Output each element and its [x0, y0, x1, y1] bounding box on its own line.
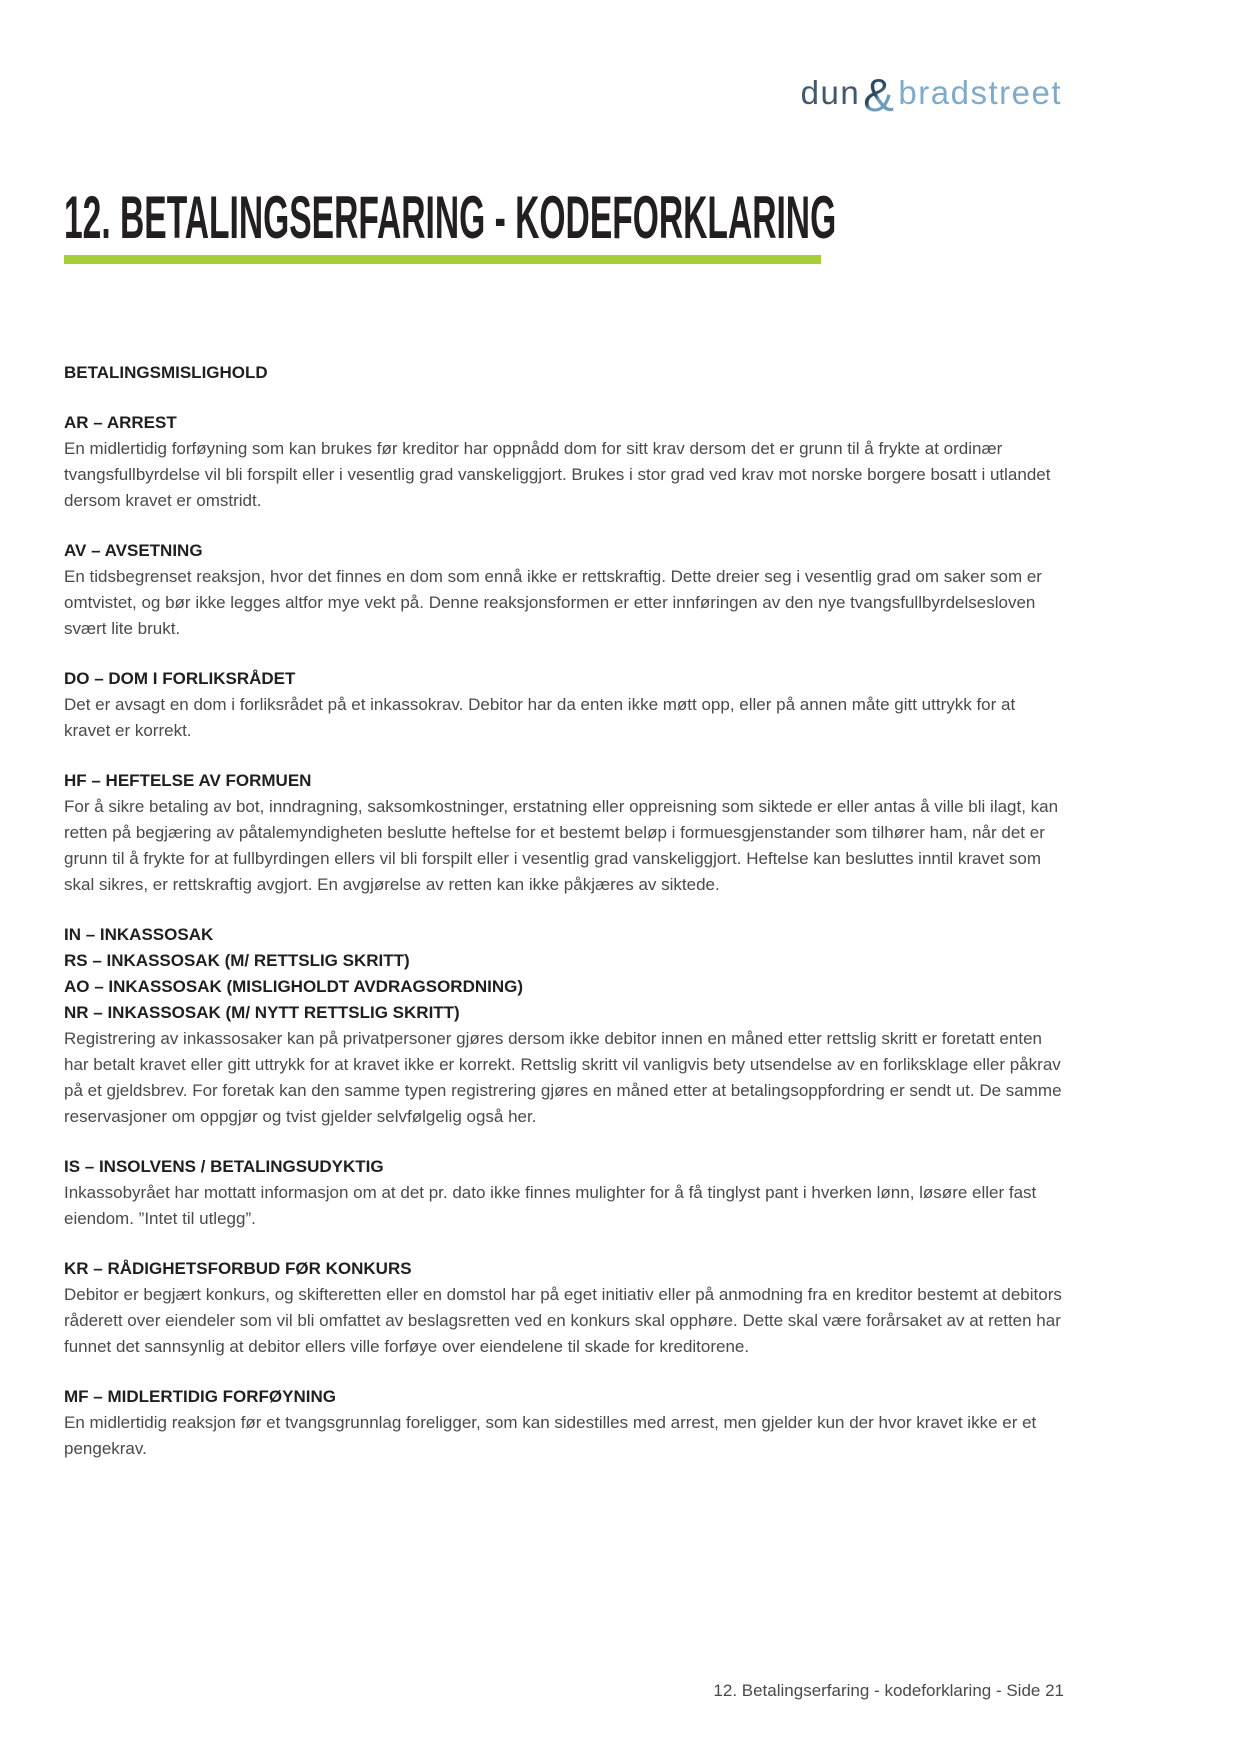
code-entry-do: [64, 666, 1064, 744]
code-description: En tidsbegrenset reaksjon, hvor det finnes en dom som ennå ikke er rettskraftig. Dette dreier seg i vesentlig grad om saker som er omtvistet, og bør ikke legges altfor mye vekt på. Denne reaksjonsformen er etter innføringen av den nye tvangsfullbyrdelsesloven svært lite brukt.: [64, 567, 1042, 638]
code-description: Registrering av inkassosaker kan på privatpersoner gjøres dersom ikke debitor innen en måned etter rettslig skritt er foretatt enten har betalt kravet eller gitt uttrykk for at kravet ikke er korrekt. Rettslig skritt vil vanligvis bety utsendelse av en forliksklage eller påkrav på et gjeldsbrev. For foretak kan den samme typen registrering gjøres en måned etter at betalingsoppfordring er sendt ut. De samme reservasjoner om oppgjør og tvist gjelder selvfølgelig også her.: [64, 1029, 1062, 1126]
code-heading: NR – INKASSOSAK (M/ NYTT RETTSLIG SKRITT): [64, 1003, 460, 1022]
page-title: 12. BETALINGSERFARING - KODEFORKLARING: [64, 184, 837, 251]
code-entry-hf: [64, 768, 1064, 898]
code-description: Inkassobyrået har mottatt informasjon om at det pr. dato ikke finnes mulighter for å få tinglyst pant i hverken lønn, løsøre eller fast eiendom. ”Intet til utlegg”.: [64, 1183, 1037, 1228]
code-description: En midlertidig forføyning som kan brukes før kreditor har oppnådd dom for sitt krav dersom det er grunn til å frykte at ordinær tvangsfullbyrdelse vil bli forspilt eller i vesentlig grad vanskeliggjort. Brukes i stor grad ved krav mot norske borgere bosatt i utlandet dersom kravet er omstridt.: [64, 439, 1051, 510]
title-accent-rule: [64, 255, 821, 264]
code-description: For å sikre betaling av bot, inndragning, saksomkostninger, erstatning eller oppreisning som siktede er eller antas å ville bli ilagt, kan retten på begjæring av påtalemyndigheten beslutte heftelse for et bestemt beløp i formuesgjenstander som tilhører ham, når det er grunn til å frykte for at fullbyrdingen ellers vil bli forspilt eller i vesentlig grad vanskeliggjort. Heftelse kan besluttes inntil kravet som skal sikres, er rettskraftig avgjort. En avgjørelse av retten kan ikke påkjæres av siktede.: [64, 797, 1059, 894]
code-heading: DO – DOM I FORLIKSRÅDET: [64, 669, 296, 688]
logo-bradstreet-text: bradstreet: [898, 74, 1062, 111]
code-entry-mf: [64, 1384, 1064, 1462]
code-entry-inkasso-group: [64, 922, 1064, 1130]
dun-bradstreet-logo: [64, 69, 1062, 121]
code-heading: IN – INKASSOSAK: [64, 925, 214, 944]
code-heading: MF – MIDLERTIDIG FORFØYNING: [64, 1387, 336, 1406]
logo-ampersand-icon: &: [863, 69, 896, 121]
code-heading: AV – AVSETNING: [64, 541, 203, 560]
code-entry-av: [64, 538, 1064, 642]
code-entry-ar: [64, 410, 1064, 514]
category-heading: BETALINGSMISLIGHOLD: [64, 363, 268, 382]
document-body: [64, 360, 1064, 1462]
code-heading: IS – INSOLVENS / BETALINGSUDYKTIG: [64, 1157, 384, 1176]
page-footer: 12. Betalingserfaring - kodeforklaring - Side 21: [713, 1681, 1064, 1700]
code-description: Det er avsagt en dom i forliksrådet på et inkassokrav. Debitor har da enten ikke møtt opp, eller på annen måte gitt uttrykk for at kravet er korrekt.: [64, 695, 1016, 740]
logo-dun-text: dun: [800, 74, 861, 111]
code-heading: KR – RÅDIGHETSFORBUD FØR KONKURS: [64, 1259, 412, 1278]
code-description: Debitor er begjært konkurs, og skifteretten eller en domstol har på eget initiativ eller på anmodning fra en kreditor bestemt at debitors råderett over eiendeler som vil bli omfattet av beslagsretten ved en konkurs skal opphøre. Dette skal være forårsaket av at retten har funnet det sannsynlig at debitor ellers ville forføye over eiendelene til skade for kreditorene.: [64, 1285, 1062, 1356]
code-entry-kr: [64, 1256, 1064, 1360]
code-description: En midlertidig reaksjon før et tvangsgrunnlag foreligger, som kan sidestilles med arrest, men gjelder kun der hvor kravet ikke er et pengekrav.: [64, 1413, 1037, 1458]
code-heading: AR – ARREST: [64, 413, 177, 432]
code-heading: RS – INKASSOSAK (M/ RETTSLIG SKRITT): [64, 951, 410, 970]
code-entry-is: [64, 1154, 1064, 1232]
code-heading: AO – INKASSOSAK (MISLIGHOLDT AVDRAGSORDNING): [64, 977, 524, 996]
code-heading: HF – HEFTELSE AV FORMUEN: [64, 771, 312, 790]
